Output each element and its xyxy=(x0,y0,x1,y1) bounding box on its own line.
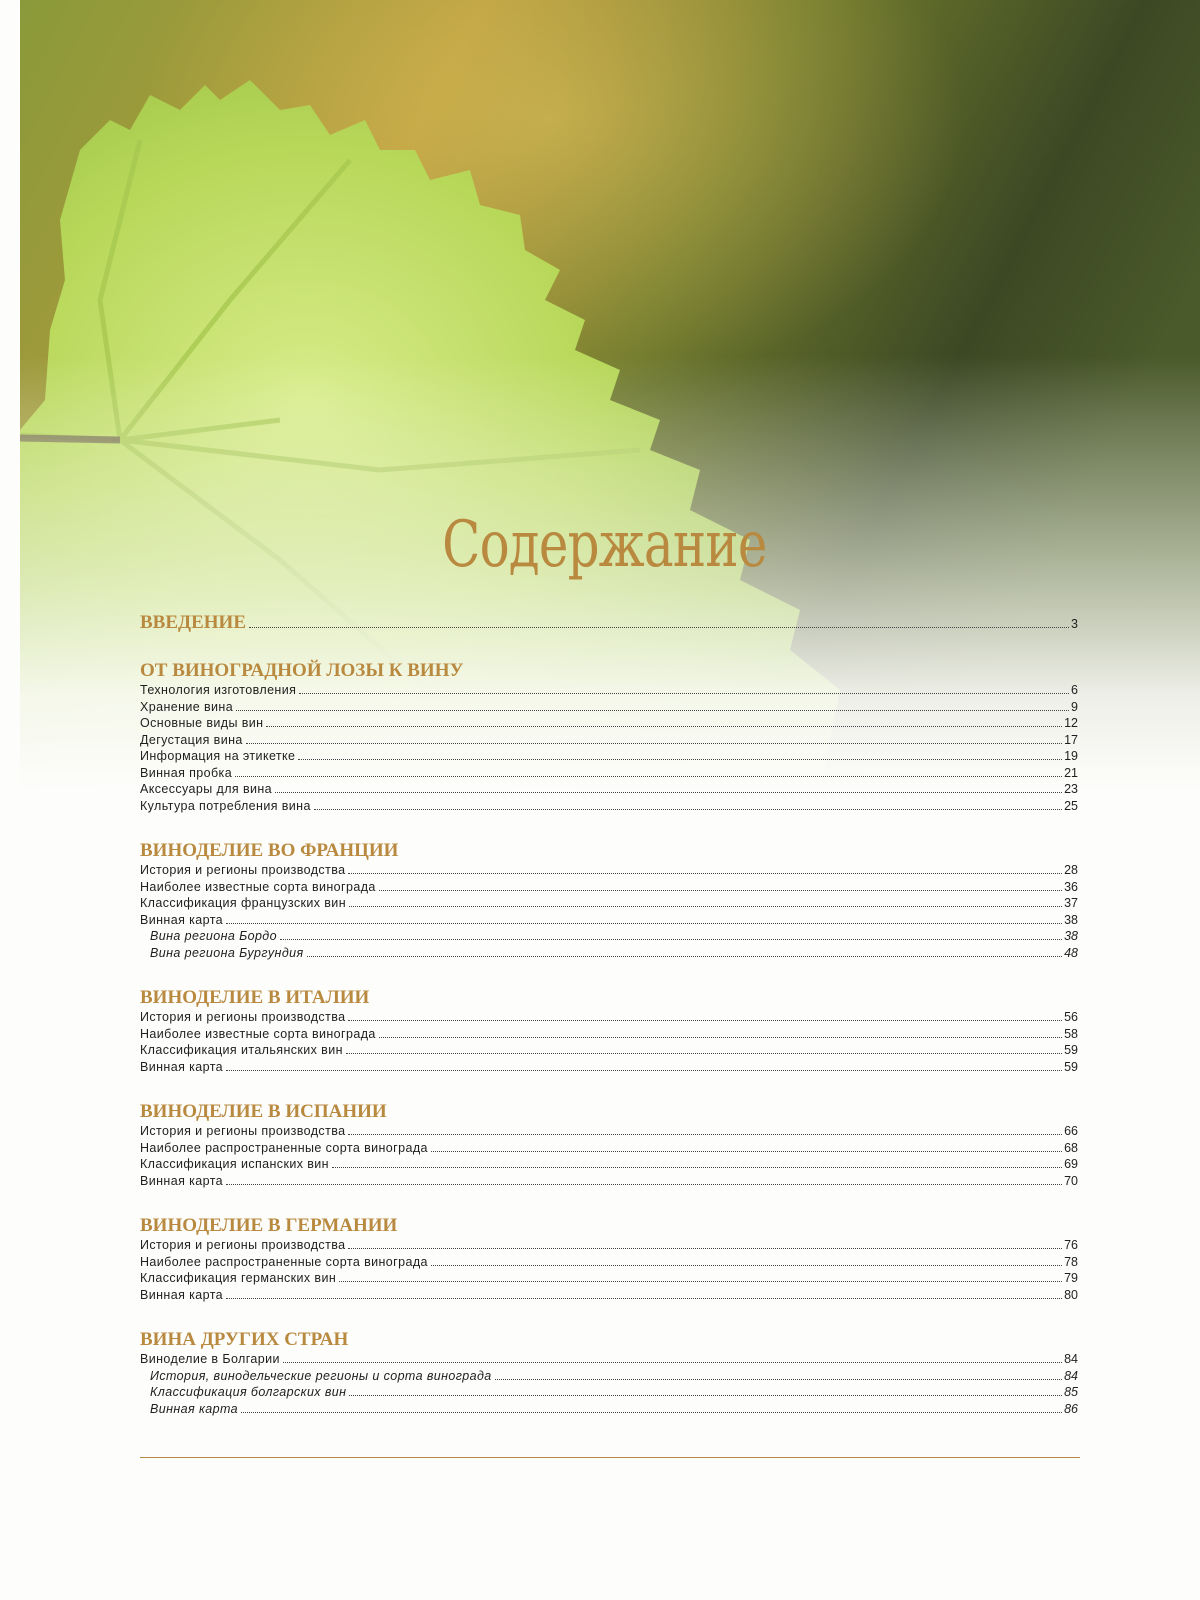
toc-entry[interactable] xyxy=(140,682,1078,699)
page-number: 68 xyxy=(1064,1140,1078,1155)
dot-leader xyxy=(226,1297,1062,1299)
entry-label: Основные виды вин xyxy=(140,716,264,730)
dot-leader xyxy=(235,775,1062,777)
entry-label: Наиболее распространенные сорта винограда xyxy=(140,1254,428,1269)
toc-entry[interactable] xyxy=(140,1254,1078,1271)
toc-entry[interactable] xyxy=(140,748,1078,765)
page-number: 84 xyxy=(1064,1368,1078,1383)
page-number: 9 xyxy=(1071,699,1078,714)
toc-entry[interactable] xyxy=(140,862,1078,879)
toc-subentry[interactable] xyxy=(140,1368,1078,1385)
section-heading: ОТ ВИНОГРАДНОЙ ЛОЗЫ К ВИНУ xyxy=(140,660,464,681)
entry-label: Наиболее известные сорта винограда xyxy=(140,879,376,894)
entry-label: История и регионы производства xyxy=(140,1010,346,1024)
page-number: 80 xyxy=(1064,1287,1078,1302)
dot-leader xyxy=(236,709,1069,711)
entry-label: Классификация германских вин xyxy=(140,1271,337,1285)
dot-leader xyxy=(348,1019,1062,1021)
page-number: 59 xyxy=(1064,1059,1078,1074)
toc-entry[interactable] xyxy=(140,612,1078,634)
toc-entry[interactable] xyxy=(140,879,1078,896)
entry-label: Винная карта xyxy=(150,1401,238,1416)
entry-label: Классификация болгарских вин xyxy=(150,1385,347,1399)
entry-label: Наиболее распространенные сорта винограда xyxy=(140,1140,428,1155)
toc-section-germany xyxy=(140,1215,1078,1303)
entry-label: Винная карта xyxy=(140,1173,224,1188)
dot-leader xyxy=(226,1069,1062,1071)
dot-leader xyxy=(349,905,1062,907)
toc-section-france xyxy=(140,840,1078,961)
entry-label: Информация на этикетке xyxy=(140,749,296,763)
entry-label: История и регионы производства xyxy=(140,863,346,877)
page-number: 25 xyxy=(1064,798,1078,813)
toc-entry[interactable] xyxy=(140,1156,1078,1173)
toc-entry[interactable] xyxy=(140,912,1078,929)
dot-leader xyxy=(280,938,1062,940)
page-number: 85 xyxy=(1064,1385,1078,1399)
dot-leader xyxy=(298,758,1062,760)
toc-section-intro xyxy=(140,612,1078,634)
section-heading: ВИНОДЕЛИЕ В ИТАЛИИ xyxy=(140,987,370,1008)
dot-leader xyxy=(226,922,1062,924)
dot-leader xyxy=(339,1280,1062,1282)
entry-label: Винная карта xyxy=(140,912,224,927)
entry-label: Винная карта xyxy=(140,1287,224,1302)
page-number: 78 xyxy=(1064,1254,1078,1269)
page-number: 76 xyxy=(1064,1238,1078,1252)
entry-label: Наиболее известные сорта винограда xyxy=(140,1026,376,1041)
entry-label: Классификация испанских вин xyxy=(140,1157,329,1171)
entry-label: Дегустация вина xyxy=(140,732,243,747)
page-number: 58 xyxy=(1064,1026,1078,1041)
toc-entry[interactable] xyxy=(140,781,1078,798)
toc-entry[interactable] xyxy=(140,1237,1078,1254)
page-number: 84 xyxy=(1064,1352,1078,1366)
table-of-contents xyxy=(140,612,1078,1417)
dot-leader xyxy=(246,742,1062,744)
dot-leader xyxy=(379,1036,1062,1038)
entry-label: Технология изготовления xyxy=(140,683,297,697)
page-number: 28 xyxy=(1064,863,1078,877)
page-number: 38 xyxy=(1064,912,1078,927)
toc-entry[interactable] xyxy=(140,1140,1078,1157)
toc-entry[interactable] xyxy=(140,1351,1078,1368)
toc-subentry[interactable] xyxy=(140,928,1078,945)
toc-subentry[interactable] xyxy=(140,1401,1078,1418)
page-number: 23 xyxy=(1064,782,1078,796)
entry-label: Винная пробка xyxy=(140,765,233,780)
toc-entry[interactable] xyxy=(140,1009,1078,1026)
dot-leader xyxy=(348,1133,1062,1135)
entry-label: История, винодельческие регионы и сорта винограда xyxy=(150,1368,492,1383)
toc-entry[interactable] xyxy=(140,1059,1078,1076)
entry-label: История и регионы производства xyxy=(140,1124,346,1138)
page-number: 70 xyxy=(1064,1173,1078,1188)
section-heading: ВВЕДЕНИЕ xyxy=(140,612,246,633)
toc-entry[interactable] xyxy=(140,732,1078,749)
footer-divider xyxy=(140,1457,1080,1458)
dot-leader xyxy=(314,808,1062,810)
page-number: 86 xyxy=(1064,1401,1078,1416)
dot-leader xyxy=(299,692,1069,694)
entry-label: Винная карта xyxy=(140,1059,224,1074)
page-number: 12 xyxy=(1064,716,1078,730)
section-heading: ВИНОДЕЛИЕ В ГЕРМАНИИ xyxy=(140,1215,398,1236)
toc-entry[interactable] xyxy=(140,895,1078,912)
dot-leader xyxy=(283,1361,1062,1363)
section-heading: ВИНА ДРУГИХ СТРАН xyxy=(140,1329,349,1350)
dot-leader xyxy=(332,1166,1062,1168)
page-number: 66 xyxy=(1064,1124,1078,1138)
toc-section-vine-to-wine xyxy=(140,660,1078,814)
entry-label: Вина региона Бургундия xyxy=(150,945,304,960)
entry-label: Хранение вина xyxy=(140,699,234,714)
page-title: Содержание xyxy=(442,508,767,582)
dot-leader xyxy=(226,1183,1062,1185)
toc-section-italy xyxy=(140,987,1078,1075)
dot-leader xyxy=(348,872,1062,874)
toc-section-other-countries xyxy=(140,1329,1078,1417)
entry-label: Культура потребления вина xyxy=(140,798,311,813)
page-number: 38 xyxy=(1064,929,1078,943)
page-number: 17 xyxy=(1064,732,1078,747)
page-number: 6 xyxy=(1071,683,1078,697)
entry-label: Аксессуары для вина xyxy=(140,782,273,796)
page-number: 56 xyxy=(1064,1010,1078,1024)
entry-label: Классификация итальянских вин xyxy=(140,1043,343,1057)
page-number: 79 xyxy=(1064,1271,1078,1285)
dot-leader xyxy=(249,626,1069,628)
dot-leader xyxy=(346,1052,1062,1054)
page-number: 59 xyxy=(1064,1043,1078,1057)
dot-leader xyxy=(379,889,1062,891)
dot-leader xyxy=(495,1378,1062,1380)
toc-entry[interactable] xyxy=(140,1026,1078,1043)
dot-leader xyxy=(349,1394,1062,1396)
page-number: 48 xyxy=(1064,945,1078,960)
entry-label: Вина региона Бордо xyxy=(150,929,277,943)
page-number: 37 xyxy=(1064,896,1078,910)
entry-label: Классификация французских вин xyxy=(140,896,346,910)
dot-leader xyxy=(241,1411,1062,1413)
dot-leader xyxy=(348,1247,1062,1249)
page-number: 36 xyxy=(1064,879,1078,894)
entry-label: Виноделие в Болгарии xyxy=(140,1352,280,1366)
page-number: 21 xyxy=(1064,765,1078,780)
toc-entry[interactable] xyxy=(140,1042,1078,1059)
page-number: 69 xyxy=(1064,1157,1078,1171)
dot-leader xyxy=(431,1150,1062,1152)
toc-entry[interactable] xyxy=(140,715,1078,732)
dot-leader xyxy=(275,791,1062,793)
toc-entry[interactable] xyxy=(140,1287,1078,1304)
toc-entry[interactable] xyxy=(140,1270,1078,1287)
toc-entry[interactable] xyxy=(140,1173,1078,1190)
page-number: 19 xyxy=(1064,749,1078,763)
dot-leader xyxy=(307,955,1063,957)
toc-section-spain xyxy=(140,1101,1078,1189)
toc-entry[interactable] xyxy=(140,699,1078,716)
toc-entry[interactable] xyxy=(140,798,1078,815)
page-number: 3 xyxy=(1071,617,1078,631)
entry-label: История и регионы производства xyxy=(140,1238,346,1252)
dot-leader xyxy=(266,725,1062,727)
toc-entry[interactable] xyxy=(140,765,1078,782)
toc-subentry[interactable] xyxy=(140,945,1078,962)
section-heading: ВИНОДЕЛИЕ В ИСПАНИИ xyxy=(140,1101,387,1122)
dot-leader xyxy=(431,1264,1062,1266)
toc-entry[interactable] xyxy=(140,1123,1078,1140)
section-heading: ВИНОДЕЛИЕ ВО ФРАНЦИИ xyxy=(140,840,399,861)
toc-subentry[interactable] xyxy=(140,1384,1078,1401)
